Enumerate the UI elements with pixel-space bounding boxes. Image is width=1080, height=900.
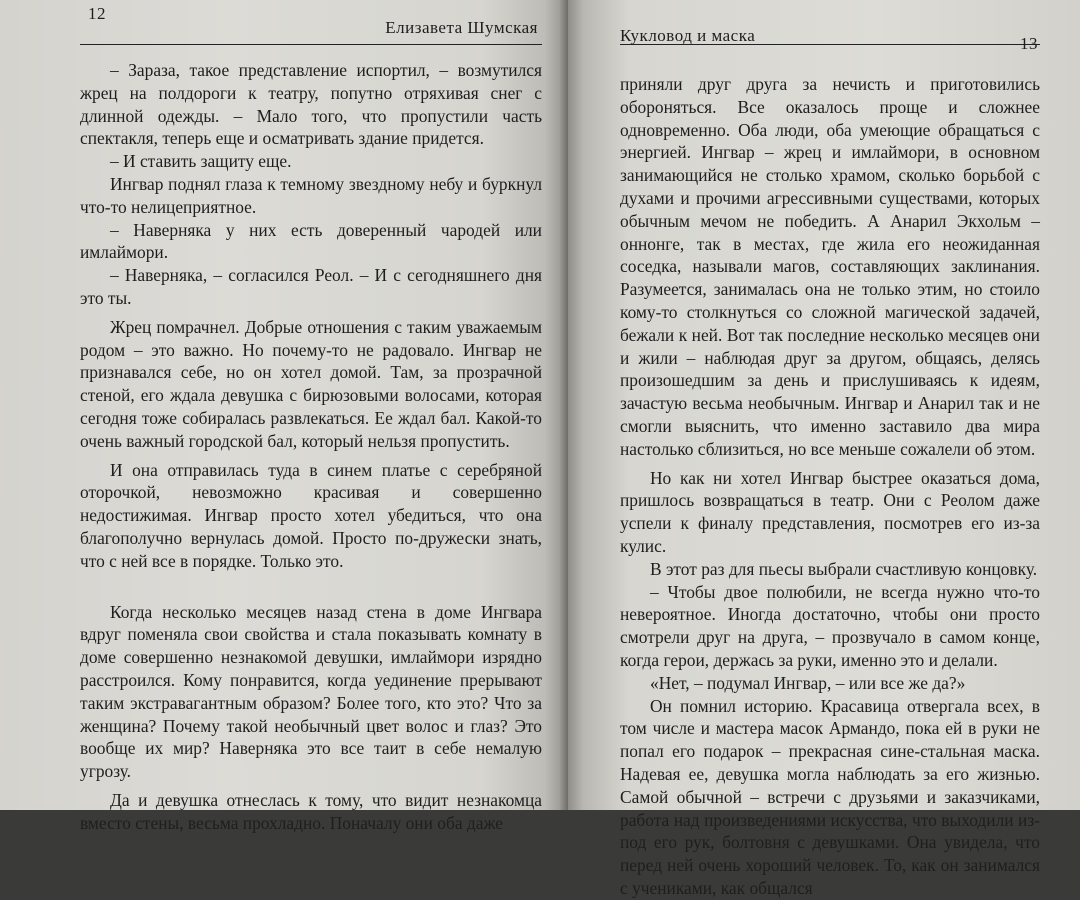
right-page-number: 13 bbox=[1020, 34, 1038, 53]
paragraph: – Наверняка, – согласился Реол. – И с сегодняшнего дня это ты. bbox=[80, 265, 542, 308]
paragraph: – Чтобы двое полюбили, не всегда нужно что-то невероятное. Иногда достаточно, чтобы они просто смотрели друг на друга, – прозвучало в самом конце, когда герои, держась за руки, именно это и делали. bbox=[620, 581, 1040, 670]
paragraph: «Нет, – подумал Ингвар, – или все же да?» bbox=[650, 672, 966, 693]
paragraph: – Зараза, такое представление испортил, – возмутился жрец на полдороги к театру, попутно отряхивая снег с длинной одежды. – Мало того, что пропустили часть спектакля, теперь еще и осматривать здание придется. bbox=[80, 60, 542, 149]
paragraph: Он помнил историю. Красавица отвергала всех, в том числе и мастера масок Армандо, пока ей в руки не попал его подарок – прекрасная сине-стальная маска. Надевая ее, девушка могла наблюдать за его жизнью. Самой обычной – встречи с друзьями и заказчиками, работа над произведениями искусства, что выходили из-под его рук, болтовня с девушками. Она увидела, что перед ней очень хороший человек. То, как он занимался с учениками, как общался bbox=[620, 695, 1040, 898]
paragraph: – Наверняка у них есть доверенный чародей или имлаймори. bbox=[80, 219, 542, 263]
left-page-text bbox=[80, 45, 542, 835]
right-page bbox=[568, 0, 1080, 898]
paragraph: Жрец помрачнел. Добрые отношения с таким уважаемым родом – это важно. Но почему-то не радовало. Ингвар не признавался себе, но он хотел домой. Там, за прозрачной стеной, его ждала девушка с бирюзовыми волосами, которая сегодня тоже собиралась развлекаться. Ее ждал бал. Какой-то очень важный городской бал, который нельзя пропустить. bbox=[80, 316, 542, 451]
left-running-head-author: Елизавета Шумская bbox=[385, 18, 538, 37]
paragraph: приняли друг друга за нечисть и приготовились обороняться. Все оказалось проще и сложнее одновременно. Оба люди, оба умеющие обращаться с энергией. Ингвар – жрец и имлаймори, в основном занимающийся не столько храмом, сколько борьбой с духами и прочими агрессивными существами, которых обычным мечом не победить. А Анарил Экхольм – оннонге, так в местах, где жила его неожиданная соседка, называли магов, составляющих заклинания. Разумеется, занималась она не только этим, но стоило кому-то столкнуться со сложной магической задачей, бежали к ней. Вот так последние несколько месяцев они и жили – наблюдая друг за другом, общаясь, делясь произошедшим за день и прислушиваясь к идеям, зачастую весьма необычным. Ингвар и Анарил так и не смогли выяснить, что именно заставило два мира настолько сблизиться, но все меньше сожалели об этом. bbox=[620, 74, 1040, 459]
left-page bbox=[0, 0, 568, 833]
right-running-head-title: Кукловод и маска bbox=[620, 26, 756, 45]
right-running-header bbox=[620, 0, 1040, 53]
paragraph: В этот раз для пьесы выбрали счастливую концовку. bbox=[650, 558, 1038, 579]
right-page-text bbox=[620, 45, 1040, 900]
left-running-header bbox=[80, 0, 542, 45]
paragraph: Когда несколько месяцев назад стена в доме Ингвара вдруг поменяла свои свойства и стала показывать комнату в доме совершенно незнакомой девушки, имлаймори изрядно расстроился. Кому понравится, когда уединение прерывают таким экстравагантным образом? Более того, кто это? Что за женщина? Почему такой необычный цвет волос и глаз? Это вообще их мир? Наверняка это все таит в себе немалую угрозу. bbox=[80, 601, 542, 782]
left-page-number: 12 bbox=[88, 4, 106, 23]
paragraph: И она отправилась туда в синем платье с серебряной оторочкой, невозможно красивая и совершенно недостижимая. Ингвар просто хотел убедиться, что она благополучно вернулась домой. Просто по-дружески знать, что с ней все в порядке. Только это. bbox=[80, 459, 542, 571]
paragraph: Но как ни хотел Ингвар быстрее оказаться дома, пришлось возвращаться в театр. Они с Реолом даже успели к финалу представления, посмотрев его из-за кулис. bbox=[620, 467, 1040, 556]
paragraph: Да и девушка отнеслась к тому, что видит незнакомца вместо стены, весьма прохладно. Поначалу они оба даже bbox=[80, 789, 542, 833]
paragraph: – И ставить защиту еще. bbox=[110, 151, 292, 172]
paragraph: Ингвар поднял глаза к темному звездному небу и буркнул что-то нелицеприятное. bbox=[80, 173, 542, 217]
